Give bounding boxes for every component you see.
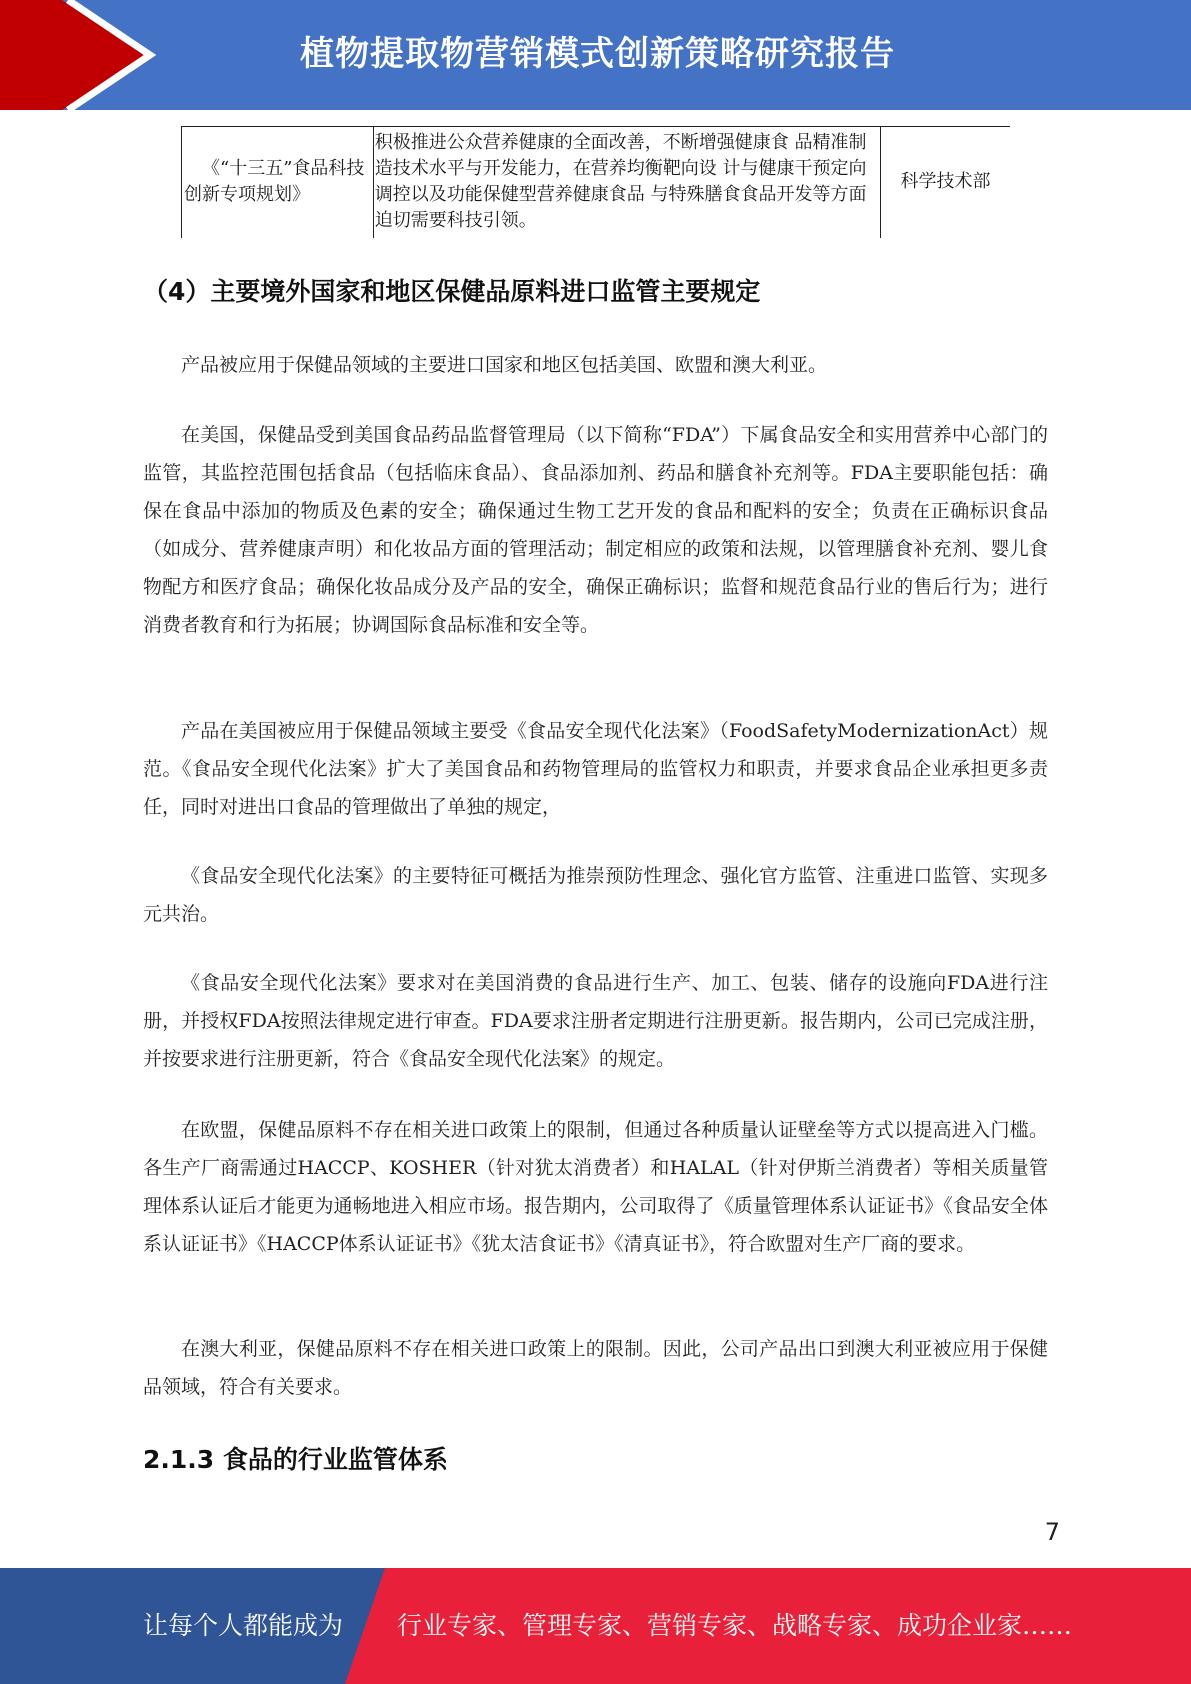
paragraph-fsma-intro: 产品在美国被应用于保健品领域主要受《食品安全现代化法案》（FoodSafetyModernizationAct）规范。《食品安全现代化法案》扩大了美国食品和药物管理局的监管权力和职责，并要求食品企业承担更多责任，同时对进出口食品的管理做出了单独的规定， <box>143 720 1048 818</box>
paragraph-australia: 在澳大利亚，保健品原料不存在相关进口政策上的限制。因此，公司产品出口到澳大利亚被应用于保健品领域，符合有关要求。 <box>143 1338 1048 1398</box>
policy-content-cell: 积极推进公众营养健康的全面改善，不断增强健康食 品精准制造技术水平与开发能力，在营养均衡靶向设 计与健康干预定向调控以及功能保健型营养健康食品 与特殊膳食食品开发等方面迫切需要科技引领。 <box>373 126 880 238</box>
policy-name-cell: 《“十三五”食品科技创新专项规划》 <box>182 126 374 238</box>
paragraph-eu: 在欧盟，保健品原料不存在相关进口政策上的限制，但通过各种质量认证壁垒等方式以提高进入门槛。各生产厂商需通过HACCP、KOSHER（针对犹太消费者）和HALAL（针对伊斯兰消费者）等相关质量管理体系认证后才能更为通畅地进入相应市场。报告期内，公司取得了《质量管理体系认证证书》《食品安全体系认证证书》《HACCP体系认证证书》《犹太洁食证书》《清真证书》，符合欧盟对生产厂商的要求。 <box>143 1119 1048 1255</box>
table-row <box>182 126 1011 238</box>
footer-slogan-left: 让每个人都能成为 <box>143 1611 344 1640</box>
policy-department-cell: 科学技术部 <box>900 171 991 192</box>
paragraph-import-regions: 产品被应用于保健品领域的主要进口国家和地区包括美国、欧盟和澳大利亚。 <box>181 354 828 376</box>
report-title: 植物提取物营销模式创新策略研究报告 <box>300 34 895 74</box>
subheading-import-regulation: （4）主要境外国家和地区保健品原料进口监管主要规定 <box>143 277 761 306</box>
page-header <box>0 0 1191 110</box>
policy-table <box>181 126 1010 238</box>
header-red-chevron <box>0 0 148 110</box>
footer-slogan-right: 行业专家、管理专家、营销专家、战略专家、成功企业家…… <box>397 1611 1073 1640</box>
paragraph-usa-fda: 在美国，保健品受到美国食品药品监督管理局（以下简称“FDA”）下属食品安全和实用营养中心部门的监管，其监控范围包括食品（包括临床食品）、食品添加剂、药品和膳食补充剂等。FDA主要职能包括：确保在食品中添加的物质及色素的安全；确保通过生物工艺开发的食品和配料的安全；负责在正确标识食品（如成分、营养健康声明）和化妆品方面的管理活动；制定相应的政策和法规，以管理膳食补充剂、婴儿食物配方和医疗食品；确保化妆品成分及产品的安全，确保正确标识；监督和规范食品行业的售后行为；进行消费者教育和行为拓展；协调国际食品标准和安全等。 <box>143 424 1048 636</box>
section-heading: 2.1.3 食品的行业监管体系 <box>143 1445 448 1474</box>
page-footer <box>0 1568 1191 1684</box>
paragraph-fsma-registration: 《食品安全现代化法案》要求对在美国消费的食品进行生产、加工、包装、储存的设施向FDA进行注册，并授权FDA按照法律规定进行审查。FDA要求注册者定期进行注册更新。报告期内，公司已完成注册，并按要求进行注册更新，符合《食品安全现代化法案》的规定。 <box>143 972 1048 1070</box>
paragraph-fsma-features: 《食品安全现代化法案》的主要特征可概括为推崇预防性理念、强化官方监管、注重进口监管、实现多元共治。 <box>143 865 1048 925</box>
page-number: 7 <box>1044 1518 1060 1546</box>
